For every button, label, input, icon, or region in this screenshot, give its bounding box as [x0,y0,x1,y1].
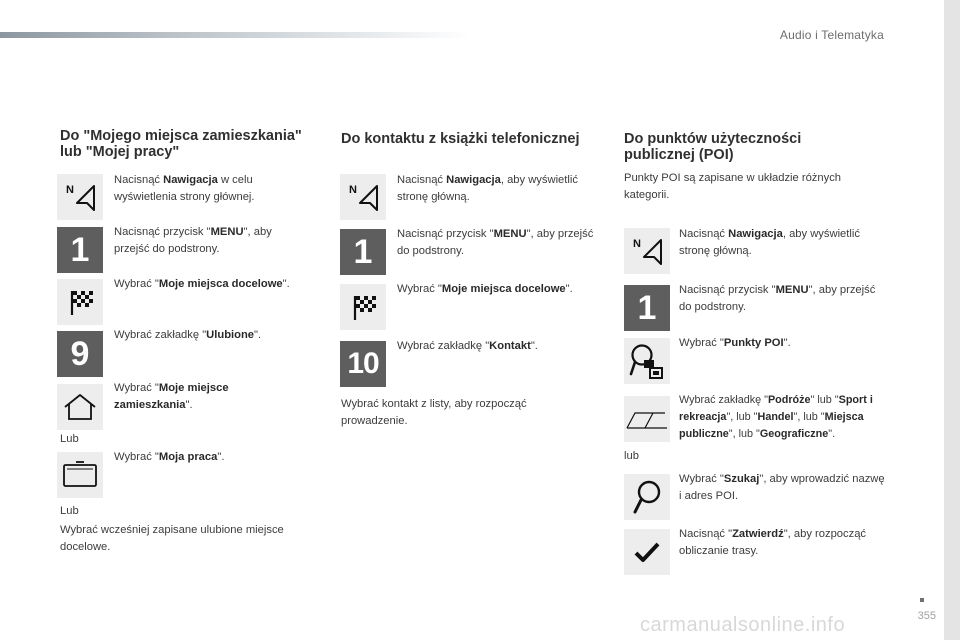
page-edge-strip [944,0,960,640]
col1-step-number-9: 9 [57,331,103,377]
svg-text:N: N [66,184,74,196]
briefcase-icon [61,460,99,490]
col2-step-contact: Wybrać zakładkę "Kontakt". [397,340,538,352]
watermark: carmanualsonline.info [640,614,846,636]
col3-step-confirm: Nacisnąć "Zatwierdź", aby rozpocząć obliczanie trasy. [679,528,867,557]
col2-step-menu: Nacisnąć przycisk "MENU", aby przejść do podstrony. [397,228,594,257]
col2-flag-tile [340,284,386,330]
col3-navigation-tile [624,228,670,274]
checkered-flag-icon [347,291,379,323]
home-icon [62,392,98,422]
navigation-icon [63,182,97,212]
svg-text:N: N [633,238,641,250]
col1-step-navigation: Nacisnąć Nawigacja w celu wyświetlenia strony głównej. [114,174,255,203]
col3-confirm-tile [624,529,670,575]
col1-or-label-2: Lub [60,505,79,517]
col1-navigation-tile [57,174,103,220]
col2-step-destinations: Wybrać "Moje miejsca docelowe". [397,283,573,295]
col2-step-choose-contact: Wybrać kontakt z listy, aby rozpocząć prowadzenie. [341,398,527,427]
col3-intro: Punkty POI są zapisane w układzie różnych kategorii. [624,172,842,201]
col1-step-work: Wybrać "Moja praca". [114,451,225,463]
col3-step-search: Wybrać "Szukaj", aby wprowadzić nazwę i adres POI. [679,473,885,502]
col2-navigation-tile [340,174,386,220]
col2-heading: Do kontaktu z książki telefonicznej [341,131,580,147]
col1-step-saved-favourite: Wybrać wcześniej zapisane ulubione miejsce docelowe. [60,524,284,553]
col3-search-tile [624,474,670,520]
col3-step-category: Wybrać zakładkę "Podróże" lub "Sport i rekreacja", lub "Handel", lub "Miejsca publiczne", lub "Geograficzne". [679,394,873,440]
col3-step-poi: Wybrać "Punkty POI". [679,337,791,349]
col1-step-home: Wybrać "Moje miejsce zamieszkania". [114,382,229,411]
col1-step-destinations: Wybrać "Moje miejsca docelowe". [114,278,290,290]
col2-step-number-1: 1 [340,229,386,275]
col2-step-navigation: Nacisnąć Nawigacja, aby wyświetlić stronę główną. [397,174,578,203]
navigation-icon [630,236,664,266]
col1-home-tile [57,384,103,430]
col1-work-tile [57,452,103,498]
search-icon [630,479,664,515]
col1-step-menu: Nacisnąć przycisk "MENU", aby przejść do podstrony. [114,226,272,255]
header-decorative-bar [0,32,470,38]
checkmark-icon [634,541,660,563]
svg-text:N: N [349,184,357,196]
col1-step-favourites: Wybrać zakładkę "Ulubione". [114,329,262,341]
col1-step-number-1: 1 [57,227,103,273]
col3-step-menu: Nacisnąć przycisk "MENU", aby przejść do podstrony. [679,284,876,313]
col3-category-tile [624,396,670,442]
col1-heading: Do "Mojego miejsca zamieszkania" lub "Mojej pracy" [60,128,302,160]
page-marker-dot [920,598,924,602]
col3-heading: Do punktów użyteczności publicznej (POI) [624,131,802,163]
col1-or-label-1: Lub [60,433,79,445]
section-title: Audio i Telematyka [779,28,884,42]
page-number: 355 [917,610,936,622]
col1-flag-tile [57,279,103,325]
navigation-icon [346,182,380,212]
col3-or-label: lub [624,450,639,462]
col3-step-navigation: Nacisnąć Nawigacja, aby wyświetlić stronę główną. [679,228,860,257]
category-tab-icon [625,404,669,434]
checkered-flag-icon [64,286,96,318]
col2-step-number-10: 10 [340,341,386,387]
col3-poi-tile [624,338,670,384]
col3-step-number-1: 1 [624,285,670,331]
poi-search-icon [629,342,665,380]
